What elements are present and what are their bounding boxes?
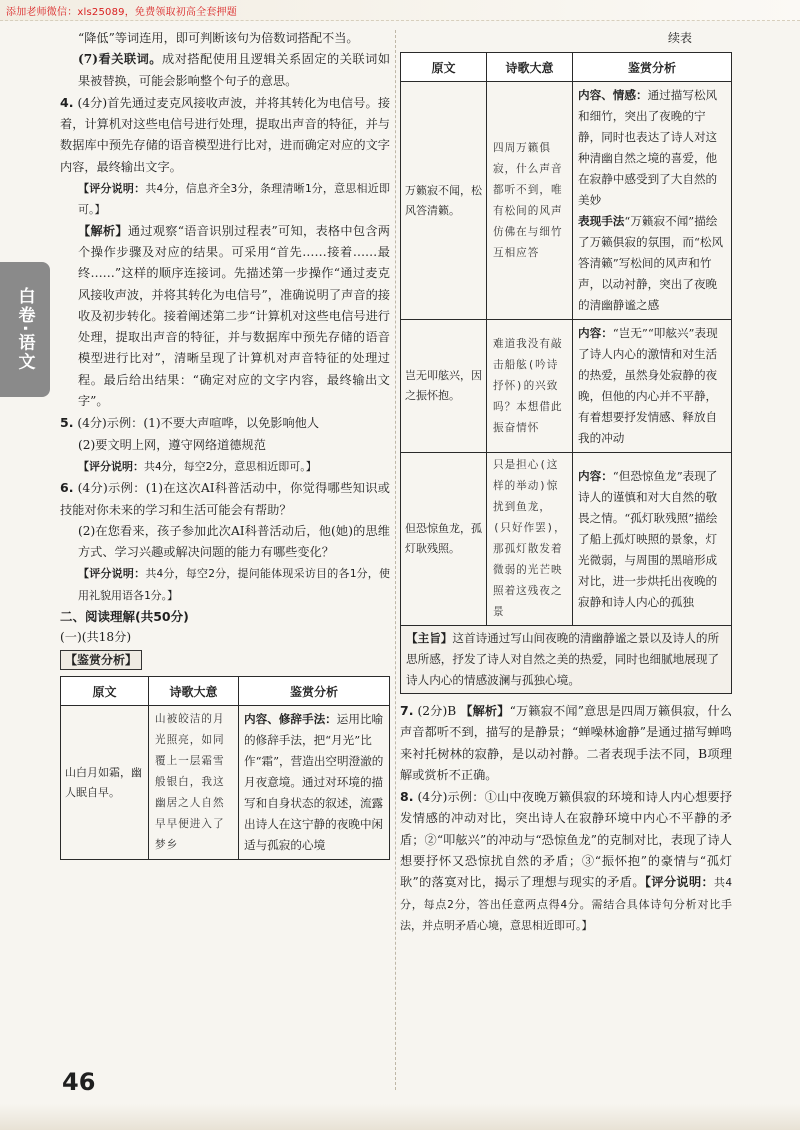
row-analysis <box>573 453 732 626</box>
row-analysis-label: 内容： <box>578 326 613 340</box>
table-row <box>401 453 732 626</box>
q5-line1 <box>60 412 390 434</box>
q7-head: (2分)B <box>417 704 457 718</box>
q7-analysis-label: 【解析】 <box>460 704 510 718</box>
question-8 <box>400 786 732 936</box>
header-meaning: 诗歌大意 <box>149 677 239 706</box>
row-meaning: 四周万籁俱寂，什么声音都听不到，唯有松间的风声仿佛在与细竹互相应答 <box>487 82 573 320</box>
question-7 <box>400 700 732 786</box>
q8-answer <box>400 786 732 936</box>
q7-answer <box>400 700 732 786</box>
theme-text: 这首诗通过写山间夜晚的清幽静谧之景以及诗人的所思所感，抒发了诗人对自然之美的热爱，同时也细腻地展现了诗人内心的情感波澜与孤独心境。 <box>406 631 720 687</box>
q4-text: (4分)首先通过麦克风接收声波，并将其转化为电信号。接着，计算机对这些电信号进行处理，提取出声音的特征，并与数据库中预先存储的语音模型进行比对，进而确定对应的文字内容，最终输出文字。 <box>60 95 391 174</box>
q4-answer <box>60 92 390 178</box>
q5-line1-text: (4分)示例：(1)不要大声喧哗，以免影响他人 <box>77 416 320 431</box>
q4-analysis <box>60 221 390 413</box>
row-original: 山白月如霜，幽人眠自早。 <box>61 706 149 860</box>
q3-point7 <box>60 49 390 92</box>
top-banner <box>0 0 800 21</box>
section-2-sub: (一)(共18分) <box>60 630 132 645</box>
row-meaning: 难道我没有敲击船舷(吟诗抒怀)的兴致吗？本想借此振奋情怀 <box>487 320 573 453</box>
row-analysis-label: 内容、修辞手法： <box>244 712 337 727</box>
side-tab-label: 白卷·语文 <box>14 287 35 372</box>
q6-line2: (2)在您看来，孩子参加此次AI科普活动后，他(她)的思维方式、学习兴趣或解决问题的能力有哪些变化？ <box>78 523 390 560</box>
header-analysis: 鉴赏分析 <box>573 53 732 82</box>
side-tab <box>0 262 50 397</box>
row-analysis-label-2: 表现手法 <box>578 214 625 228</box>
row-analysis-label: 内容： <box>578 468 613 483</box>
row-analysis <box>573 320 732 453</box>
row-analysis-text: 运用比喻的修辞手法，把“月光”比作“霜”，营造出空明澄澈的月夜意境。通过对环境的描写和自身状态的叙述，流露出诗人在这宁静的夜晚中闲适与孤寂的心境 <box>244 712 384 853</box>
header-original: 原文 <box>61 677 149 706</box>
q3-continuation: “降低”等词连用，即可判断该句为倍数词搭配不当。 <box>78 31 359 45</box>
footer-bar <box>0 1104 800 1130</box>
row-original: 岂无叩舷兴，因之振怀抱。 <box>401 320 487 453</box>
header-analysis: 鉴赏分析 <box>239 677 390 706</box>
q4-analysis-text: 通过观察“语音识别过程表”可知，表格中包含两个操作步骤及对应的结果。可采用“首先……接着……最终……”这样的顺序连接词。先描述第一步操作“通过麦克风接收声波，并将其转化为电信号”，准确说明了声音的接收及初步转化。接着阐述第二步“计算机对这些电信号进行处理，提取出声音的特征，并与数据库中预先存储的语音模型进行比对”，清晰呈现了计算机对声音特征的处理过程。最后给出结果：“确定对应的文字内容，最终输出文字”。 <box>78 223 390 409</box>
q4-score-text: 共4分，信息齐全3分，条理清晰1分，意思相近即可。】 <box>78 182 390 217</box>
q4-analysis-label: 【解析】 <box>78 223 128 238</box>
q7-number: 7. <box>400 703 414 718</box>
row-analysis-label: 内容、情感： <box>578 88 648 102</box>
row-meaning: 山被皎洁的月光照亮，如同覆上一层霜雪般银白，我这幽居之人自然早早便进入了梦乡 <box>149 706 239 860</box>
table-header-row <box>61 677 390 706</box>
table-row <box>61 706 390 860</box>
question-5 <box>60 412 390 477</box>
q4-number: 4. <box>60 94 74 110</box>
theme-label: 【主旨】 <box>406 631 453 645</box>
table-row <box>401 82 732 320</box>
table-header-row <box>401 53 732 82</box>
row-meaning: 只是担心(这样的举动)惊扰到鱼龙，(只好作罢)，那孤灯散发着微弱的光芒映照着这残夜之景 <box>487 453 573 626</box>
theme-summary <box>400 626 732 694</box>
appreciation-table-right <box>400 52 732 626</box>
q6-line1 <box>60 477 390 521</box>
appreciation-table-left <box>60 676 390 860</box>
q6-score-label: 【评分说明： <box>78 567 146 581</box>
row-analysis-text: “但恐惊鱼龙”表现了诗人的谨慎和对大自然的敬畏之情。“孤灯耿残照”描绘了船上孤灯映照的景象，灯光微弱，与周围的黑暗形成对比，进一步烘托出夜晚的寂静和诗人内心的孤独 <box>578 468 718 609</box>
question-4 <box>60 92 390 412</box>
row-analysis-text-2: “万籁寂不闻”描绘了万籁俱寂的氛围，而“松风答清籁”写松间的风声和竹声，以动衬静，突出了夜晚的清幽静谧之感 <box>578 214 724 312</box>
header-meaning: 诗歌大意 <box>487 53 573 82</box>
q5-score-label: 【评分说明： <box>78 459 144 473</box>
question-6 <box>60 477 390 606</box>
q8-score-text: 共4分，每点2分，答出任意两点得4分。需结合具体诗句分析对比手法，并点明矛盾心境，意思相近即可。】 <box>400 876 733 932</box>
row-analysis-text: “岂无”“叩舷兴”表现了诗人内心的激情和对生活的热爱，虽然身处寂静的夜晚，但他的内心并不平静，有着想要抒发情感、释放自我的冲动 <box>578 326 718 445</box>
q6-number: 6. <box>60 480 74 496</box>
row-analysis-text: 通过描写松风和细竹，突出了夜晚的宁静，同时也表达了诗人对这种清幽自然之境的喜爱，他在寂静中感受到了大自然的美妙 <box>578 88 718 207</box>
q4-score-note <box>60 178 390 221</box>
q5-line2: (2)要文明上网，遵守网络道德规范 <box>78 437 266 452</box>
q8-text: (4分)示例：①山中夜晚万籁俱寂的环境和诗人内心想要抒发情感的冲动对比，突出诗人在寂静环境中内心不平静的矛盾；②“叩舷兴”的冲动与“恐惊鱼龙”的克制对比，表现了诗人想要抒怀又恐惊扰自然的矛盾；③“振怀抱”的豪情与“孤灯耿”的落寞对比，揭示了理想与现实的矛盾。 <box>400 790 733 890</box>
left-column <box>60 28 390 860</box>
row-original: 万籁寂不闻，松风答清籁。 <box>401 82 487 320</box>
q6-line1-text: (4分)示例：(1)在这次AI科普活动中，你觉得哪些知识或技能对你未来的学习和生活可能会有帮助？ <box>60 481 390 517</box>
table-row <box>401 320 732 453</box>
q7-text: “万籁寂不闻”意思是四周万籁俱寂，什么声音都听不到，描写的是静景；“蝉噪林逾静”是通过描写蝉鸣来衬托树林的寂静，是以动衬静。二者表现手法不同，B项理解或赏析不正确。 <box>400 704 733 782</box>
q4-score-label: 【评分说明： <box>78 182 146 196</box>
row-analysis <box>573 82 732 320</box>
q8-score-label: 【评分说明： <box>644 875 715 890</box>
q5-score-text: 共4分，每空2分，意思相近即可。】 <box>144 459 317 473</box>
q6-score-text: 共4分，每空2分，提问能体现采访目的各1分，使用礼貌用语各1分。】 <box>78 567 390 602</box>
continued-label: 续表 <box>667 31 692 45</box>
header-original: 原文 <box>401 53 487 82</box>
column-divider <box>395 30 396 1090</box>
page-number: 46 <box>62 1068 96 1096</box>
q8-number: 8. <box>400 789 414 805</box>
q3-point7-text: 成对搭配使用且逻辑关系固定的关联词如果被替换，可能会影响整个句子的意思。 <box>78 52 391 88</box>
section-2-title: 二、阅读理解(共50分) <box>60 609 189 625</box>
appreciation-badge: 【鉴赏分析】 <box>60 650 142 670</box>
q6-score-note <box>60 563 390 606</box>
row-original: 但恐惊鱼龙，孤灯耿残照。 <box>401 453 487 626</box>
right-column <box>400 28 732 936</box>
q5-number: 5. <box>60 415 74 431</box>
row-analysis <box>239 706 390 860</box>
promo-text: 添加老师微信：xls25089，免费领取初高全套押题 <box>6 7 237 18</box>
q3-point7-label: (7)看关联词。 <box>78 52 162 67</box>
q5-score-note <box>60 456 390 477</box>
